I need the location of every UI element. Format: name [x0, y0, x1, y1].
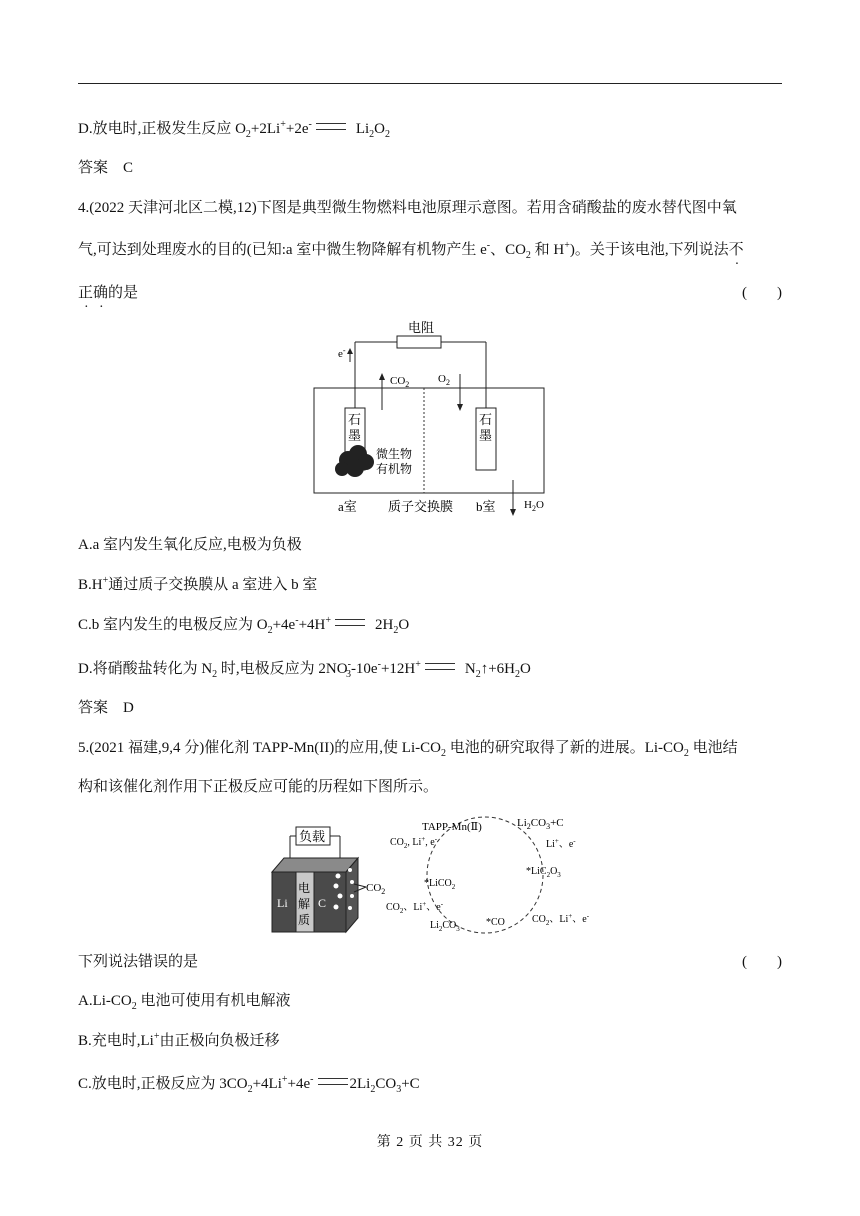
svg-text:CO2、Li+、e-: $CO_2$、Li+、e- [532, 912, 590, 927]
q4-stem-line2: 气,可达到处理废水的目的(已知:a 室中微生物降解有机物产生 e-、$CO_2$ 和 H+)。关于该电池,下列说法不 [78, 240, 744, 261]
q5-option-a: $A.Li-CO_2$ 电池可使用有机电解液 [78, 993, 291, 1012]
q4-answer-paren: ( ) [742, 285, 782, 301]
room-b-label: b室 [476, 499, 496, 514]
room-a-label: a室 [338, 499, 357, 514]
svg-text:CO2, Li+, e-: $CO_2$, Li+, e- [390, 835, 438, 850]
q5-stem-line1: 5.(2021 福建,9,4 分)催化剂 TAPP-Mn(II)的应用,使 $Li-CO_2$ 电池的研究取得了新的进展。$Li-CO_2$ 电池结 [78, 740, 738, 759]
prev-option-d: D.放电时,正极发生反应 $O_2+2Li^++2e^-$ $Li_2O_2$ [78, 119, 391, 140]
svg-text:电: 电 [298, 881, 311, 895]
li-co2-battery-diagram [270, 810, 600, 940]
svg-text:负载: 负载 [299, 829, 326, 844]
microbe-label: 微生物 [376, 447, 413, 461]
svg-text:Li: Li [277, 896, 288, 910]
q4-stem-line3: 正确的是 [78, 285, 139, 301]
q5-option-b: B.充电时,Li+由正极向负极迁移 [78, 1031, 280, 1049]
equals-sign [335, 619, 365, 626]
q4-stem-line1: 4.(2022 天津河北区二模,12)下图是典型微生物燃料电池原理示意图。若用含硝酸盐的废水替代图中氧 [78, 200, 737, 216]
svg-text:墨: 墨 [479, 428, 493, 443]
microbe-icon [335, 445, 374, 477]
catalyst-label: TAPP-Mn(Ⅱ) [422, 821, 482, 833]
svg-text:Li2CO3+C: $Li_2CO_3+C$ [517, 817, 564, 831]
q4-option-c: C.b 室内发生的电极反应为 $O_2+4e^-+4H^+$ $2H_2O$ [78, 615, 410, 636]
water-label: $H_2O$ [524, 499, 544, 513]
svg-text:*LiCO2: *LiCO$_2$ [424, 878, 456, 891]
svg-text:解: 解 [298, 897, 311, 911]
equals-sign [318, 1078, 348, 1085]
organic-label: 有机物 [376, 462, 413, 476]
svg-text:CO2、Li+、e-: $CO_2$、Li+、e- [386, 900, 444, 915]
q4-option-a: A.a 室内发生氧化反应,电极为负极 [78, 537, 302, 553]
electron-label: e- [338, 346, 346, 360]
svg-text:Li+、e-: Li+、e- [546, 837, 576, 850]
q5-answer-paren: ( ) [742, 954, 782, 970]
resistor-label: 电阻 [408, 320, 435, 335]
header-rule [78, 83, 782, 84]
svg-text:墨: 墨 [348, 428, 362, 443]
svg-text:C: C [318, 896, 327, 910]
q4-option-d: D.将硝酸盐转化为 $N_2$ 时,电极反应为 $2NO^-_3-10e^-+12H^+$ $N_2↑+6H_2O$ [78, 659, 531, 680]
svg-text:Li2CO3: $Li_2CO_3$ [430, 920, 460, 933]
equals-sign [316, 123, 346, 130]
page-footer: 第 2 页 共 32 页 [376, 1135, 484, 1150]
membrane-label: 质子交换膜 [388, 499, 454, 514]
q4-option-b: B.H+通过质子交换膜从 a 室进入 b 室 [78, 575, 318, 593]
svg-text:*LiC2O3: $*LiC_2O_3$ [526, 866, 561, 879]
q5-option-c: C.放电时,正极反应为 $3CO_2+4Li^++4e^-$ $2Li_2CO_3+C$ [78, 1074, 420, 1095]
q4-answer: 答案 D [78, 700, 134, 716]
resistor [397, 336, 441, 348]
svg-text:石: 石 [479, 412, 493, 427]
q5-stem-line2: 构和该催化剂作用下正极反应可能的历程如下图所示。 [78, 779, 439, 795]
co2-in-label: $CO_2$ [366, 882, 386, 896]
emphasis-char: 不 [728, 242, 744, 258]
fuel-cell-diagram [300, 320, 570, 520]
svg-text:*CO: *CO [486, 917, 505, 928]
equals-sign [425, 663, 455, 670]
o2-label: $O_2$ [438, 373, 450, 387]
svg-text:质: 质 [298, 913, 311, 927]
co2-label: $CO_2$ [390, 375, 410, 389]
svg-text:石: 石 [348, 412, 362, 427]
emphasis-char: 正 [78, 285, 94, 301]
q5-question: 下列说法错误的是 [78, 954, 199, 970]
emphasis-char: 确 [93, 285, 109, 301]
prev-answer: 答案 C [78, 160, 134, 176]
